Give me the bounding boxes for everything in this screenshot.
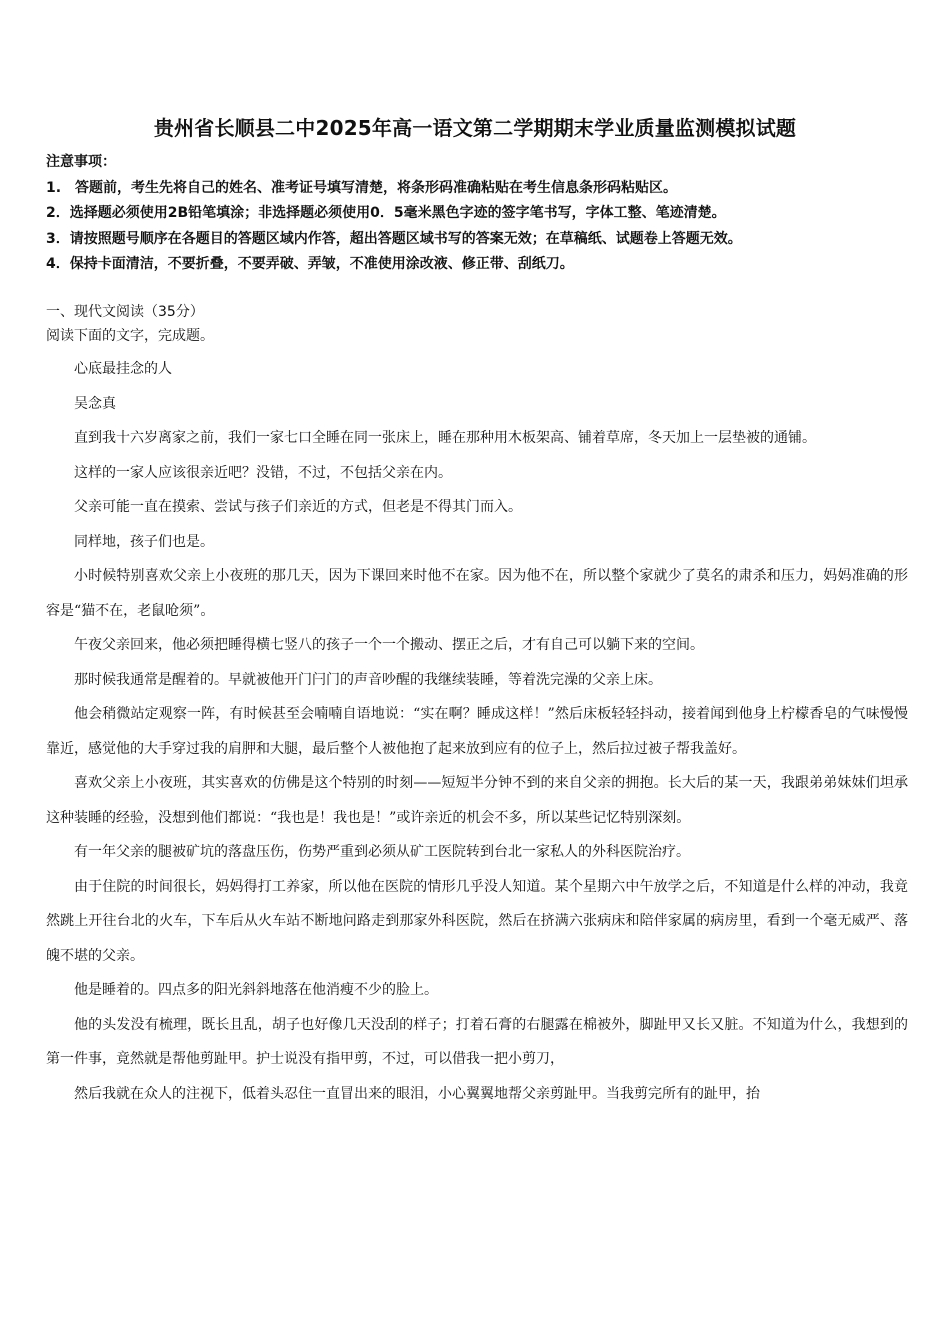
article-paragraph: 由于住院的时间很长，妈妈得打工养家，所以他在医院的情形几乎没人知道。某个星期六中午放学之后，不知道是什么样的冲动，我竟然跳上开往台北的火车，下车后从火车站不断地问路走到那家外科医院，然后在挤满六张病床和陪伴家属的病房里，看到一个毫无威严、落魄不堪的父亲。	[46, 878, 908, 964]
article-paragraph: 他的头发没有梳理，既长且乱，胡子也好像几天没刮的样子；打着石膏的右腿露在棉被外，脚趾甲又长又脏。不知道为什么，我想到的第一件事，竟然就是帮他剪趾甲。护士说没有指甲剪，不过，可以借我一把小剪刀，	[46, 1016, 908, 1067]
article-paragraph: 他是睡着的。四点多的阳光斜斜地落在他消瘦不少的脸上。	[74, 982, 438, 998]
article-paragraph: 他会稍微站定观察一阵，有时候甚至会喃喃自语地说：“实在啊？睡成这样！”然后床板轻轻抖动，接着闻到他身上柠檬香皂的气味慢慢靠近，感觉他的大手穿过我的肩胛和大腿，最后整个人被他抱了起来放到应有的位子上，然后拉过被子帮我盖好。	[46, 706, 908, 757]
page-title: 贵州省长顺县二中2025年高一语文第二学期期末学业质量监测模拟试题	[153, 116, 797, 140]
notice-block	[46, 150, 906, 278]
article-paragraph: 这样的一家人应该很亲近吧？没错，不过，不包括父亲在内。	[74, 464, 452, 481]
article-title: 心底最挂念的人	[74, 361, 172, 377]
notice-item: 2．选择题必须使用2B铅笔填涂；非选择题必须使用0．5毫米黑色字迹的签字笔书写，字体工整、笔迹清楚。	[46, 205, 726, 221]
article-paragraph: 那时候我通常是醒着的。早就被他开门闩门的声音吵醒的我继续装睡，等着洗完澡的父亲上床。	[74, 671, 662, 688]
section-header	[46, 300, 906, 348]
article-paragraph: 父亲可能一直在摸索、尝试与孩子们亲近的方式，但老是不得其门而入。	[74, 499, 522, 515]
section-title: 一、现代文阅读（35分）	[46, 304, 204, 320]
article-paragraph: 有一年父亲的腿被矿坑的落盘压伤，伤势严重到必须从矿工医院转到台北一家私人的外科医院治疗。	[74, 844, 690, 860]
notice-heading: 注意事项：	[46, 154, 116, 170]
article-paragraph: 直到我十六岁离家之前，我们一家七口全睡在同一张床上，睡在那种用木板架高、铺着草席，冬天加上一层垫被的通铺。	[74, 430, 816, 446]
article-paragraph: 然后我就在众人的注视下，低着头忍住一直冒出来的眼泪，小心翼翼地帮父亲剪趾甲。当我剪完所有的趾甲，抬	[74, 1085, 760, 1102]
notice-item: 4．保持卡面清洁，不要折叠，不要弄破、弄皱，不准使用涂改液、修正带、刮纸刀。	[46, 256, 574, 272]
article-paragraph: 同样地，孩子们也是。	[74, 533, 214, 550]
section-instruction: 阅读下面的文字，完成题。	[46, 328, 214, 344]
article-author: 吴念真	[74, 395, 116, 412]
article-paragraph: 午夜父亲回来，他必须把睡得横七竖八的孩子一个一个搬动、摆正之后，才有自己可以躺下来的空间。	[74, 637, 704, 653]
reading-passage	[46, 352, 908, 1111]
article-paragraph: 小时候特别喜欢父亲上小夜班的那几天，因为下课回来时他不在家。因为他不在，所以整个家就少了莫名的肃杀和压力，妈妈准确的形容是“猫不在，老鼠呛须”。	[46, 568, 908, 619]
notice-item: 3．请按照题号顺序在各题目的答题区域内作答，超出答题区域书写的答案无效；在草稿纸、试题卷上答题无效。	[46, 230, 742, 247]
notice-item: 1. 答题前，考生先将自己的姓名、准考证号填写清楚，将条形码准确粘贴在考生信息条形码粘贴区。	[46, 179, 678, 196]
article-paragraph: 喜欢父亲上小夜班，其实喜欢的仿佛是这个特别的时刻——短短半分钟不到的来自父亲的拥抱。长大后的某一天，我跟弟弟妹妹们坦承这种装睡的经验，没想到他们都说：“我也是！我也是！”或许亲近的机会不多，所以某些记忆特别深刻。	[46, 775, 908, 826]
